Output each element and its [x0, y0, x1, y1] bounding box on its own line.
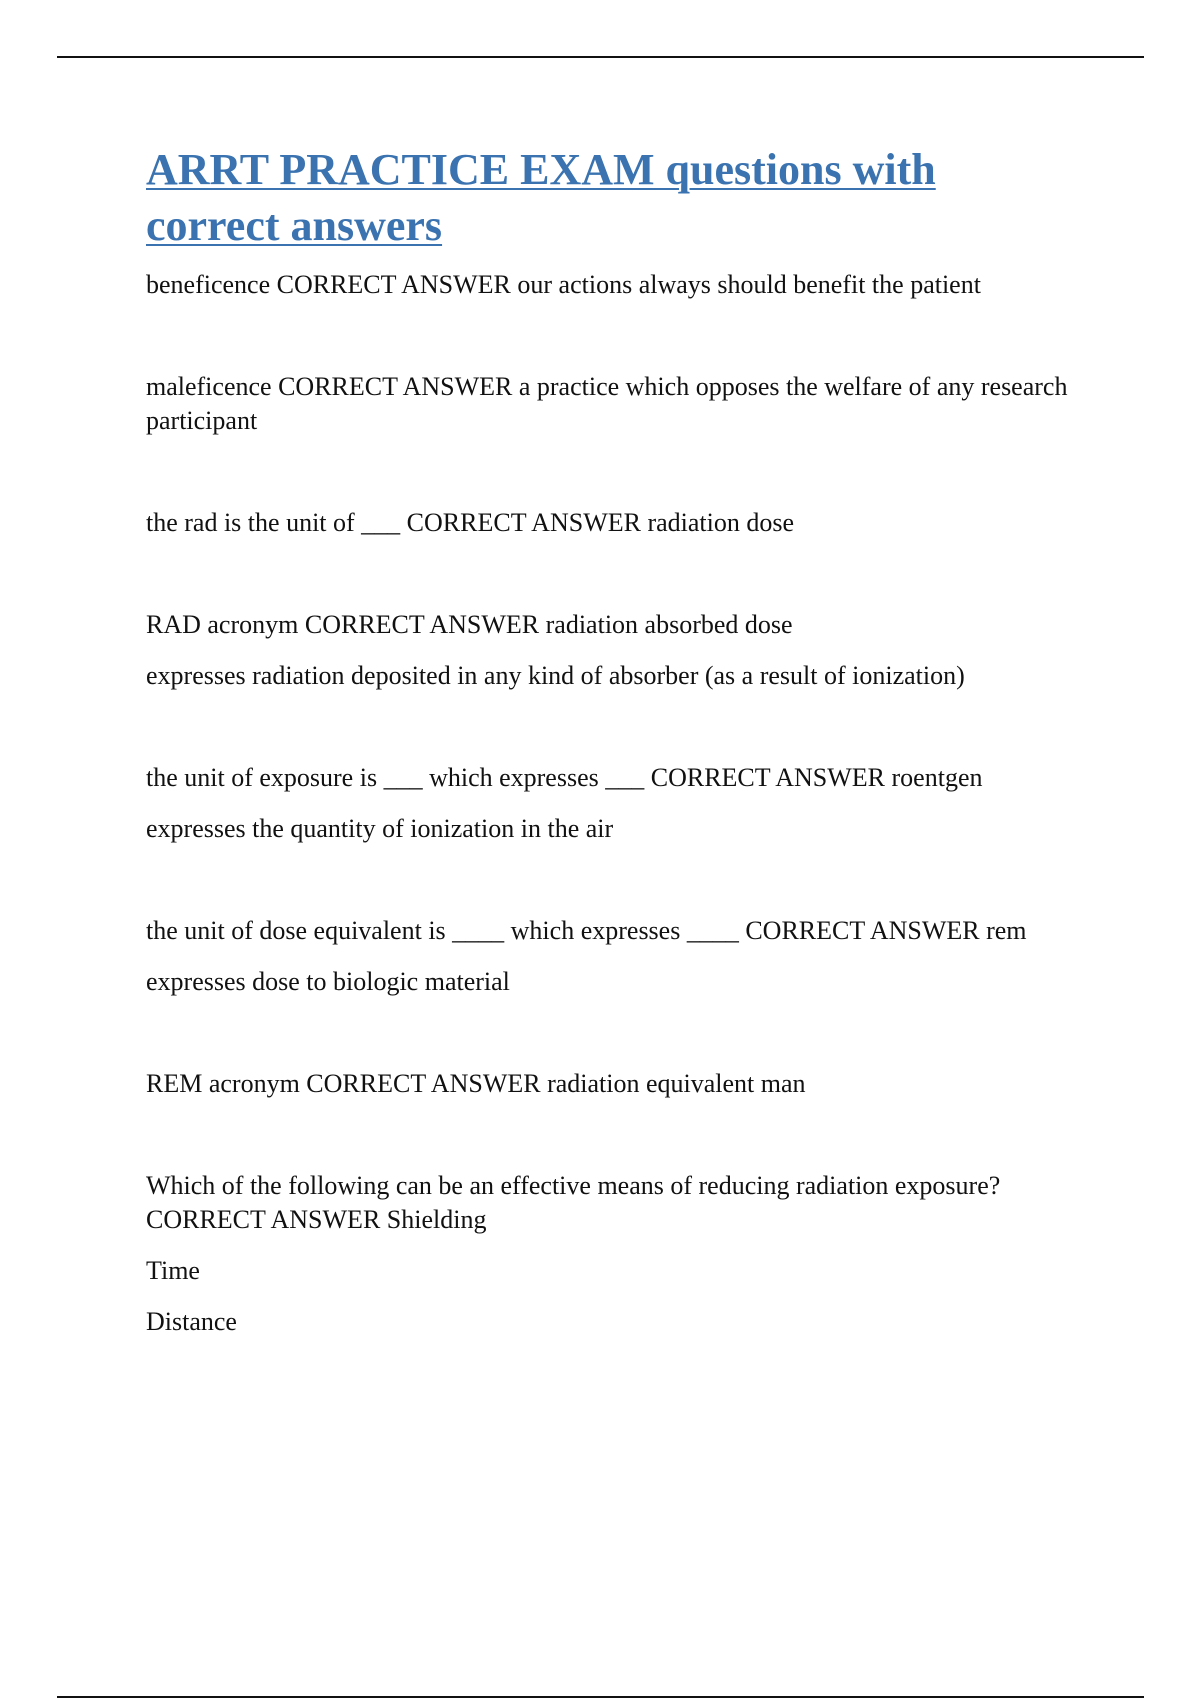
qa-reducing-exposure-time: Time: [146, 1256, 200, 1285]
document-body: [146, 142, 1106, 1339]
bottom-rule: [57, 1696, 1144, 1698]
qa-dose-equivalent: the unit of dose equivalent is ____ which expresses ____ CORRECT ANSWER rem: [146, 916, 1027, 945]
title-line-2: correct answers: [146, 201, 443, 250]
qa-exposure-unit-detail: expresses the quantity of ionization in the air: [146, 814, 614, 843]
qa-rad-acronym: RAD acronym CORRECT ANSWER radiation absorbed dose: [146, 610, 793, 639]
title-line-1: ARRT PRACTICE EXAM questions with: [146, 145, 936, 194]
qa-rem-acronym: REM acronym CORRECT ANSWER radiation equivalent man: [146, 1069, 806, 1098]
qa-exposure-unit: the unit of exposure is ___ which expresses ___ CORRECT ANSWER roentgen: [146, 763, 983, 792]
document-title: [146, 142, 1106, 254]
qa-maleficence: maleficence CORRECT ANSWER a practice which opposes the welfare of any research participant: [146, 372, 1068, 435]
qa-rad-acronym-detail: expresses radiation deposited in any kind of absorber (as a result of ionization): [146, 661, 965, 690]
qa-rad-unit: the rad is the unit of ___ CORRECT ANSWER radiation dose: [146, 508, 795, 537]
qa-dose-equivalent-detail: expresses dose to biologic material: [146, 967, 510, 996]
qa-reducing-exposure: Which of the following can be an effective means of reducing radiation exposure? CORRECT ANSWER Shielding: [146, 1171, 1001, 1234]
qa-beneficence: beneficence CORRECT ANSWER our actions always should benefit the patient: [146, 270, 981, 299]
qa-reducing-exposure-distance: Distance: [146, 1307, 237, 1336]
top-rule: [57, 56, 1144, 58]
